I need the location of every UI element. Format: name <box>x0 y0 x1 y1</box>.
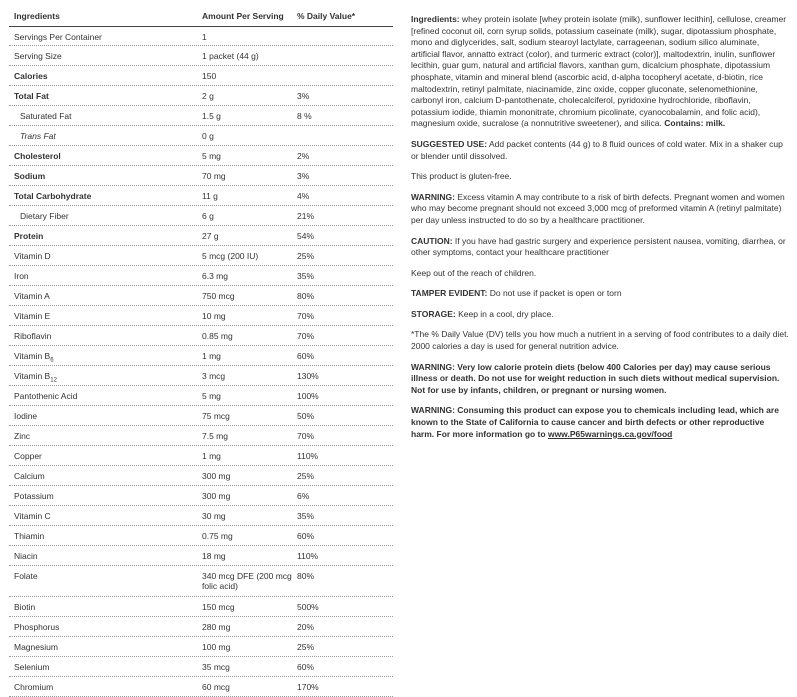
nutrient-name: Vitamin E <box>14 311 51 321</box>
nutrient-amount: 1 <box>202 32 207 42</box>
nutrient-amount: 70 mg <box>202 171 226 181</box>
nutrient-daily-value: 20% <box>297 622 315 632</box>
table-row <box>9 406 393 426</box>
nutrient-amount: 75 mcg <box>202 411 230 421</box>
nutrient-name: Thiamin <box>14 531 45 541</box>
nutrient-name: Niacin <box>14 551 38 561</box>
table-row <box>9 426 393 446</box>
nutrient-amount: 300 mg <box>202 471 231 481</box>
table-row <box>9 526 393 546</box>
nutrient-daily-value: 4% <box>297 191 310 201</box>
nutrient-daily-value: 110% <box>297 551 319 561</box>
nutrient-amount: 11 g <box>202 191 218 201</box>
header-amount: Amount Per Serving <box>202 11 284 21</box>
ingredients-paragraph <box>411 14 789 130</box>
nutrient-name: Phosphorus <box>14 622 60 632</box>
nutrient-name: Vitamin $B_6$ <box>14 351 54 364</box>
warning-label: WARNING: <box>411 191 455 202</box>
nutrient-amount: 150 mcg <box>202 602 235 612</box>
nutrient-daily-value: 3% <box>297 91 310 101</box>
table-row <box>9 66 393 86</box>
nutrient-amount: 5 mcg (200 IU) <box>202 251 259 261</box>
table-row <box>9 86 393 106</box>
table-row <box>9 597 393 617</box>
table-row <box>9 506 393 526</box>
table-row <box>9 286 393 306</box>
nutrient-amount: 750 mcg <box>202 291 235 301</box>
nutrient-daily-value: 70% <box>297 311 315 321</box>
reach-of-children-text: Keep out of the reach of children. <box>411 267 537 278</box>
nutrient-daily-value: 80% <box>297 291 315 301</box>
nutrient-daily-value: 60% <box>297 531 315 541</box>
nutrient-name: Magnesium <box>14 642 58 652</box>
nutrient-name: Total Fat <box>14 91 49 101</box>
nutrient-amount: 0 g <box>202 131 214 141</box>
nutrient-name: Total Carbohydrate <box>14 191 92 201</box>
nutrient-daily-value: 170% <box>297 682 319 692</box>
nutrient-amount: 1 mg <box>202 451 221 461</box>
table-row <box>9 186 393 206</box>
storage-body: Keep in a cool, dry place. <box>455 308 554 319</box>
table-row <box>9 617 393 637</box>
nutrient-name: Sodium <box>14 171 46 181</box>
nutrient-name: Calcium <box>14 471 45 481</box>
nutrient-daily-value: 6% <box>297 491 310 501</box>
nutrient-name: Protein <box>14 231 44 241</box>
nutrient-amount: 6.3 mg <box>202 271 228 281</box>
warning-body: Excess vitamin A may contribute to a risk of birth defects. Pregnant women and women who may become pregnant should not exceed 3,000 mcg of preformed vitamin A (retinyl palmitate) per day unless instructed to do so by a healthcare practitioner. <box>411 191 785 225</box>
label-text <box>411 14 789 449</box>
table-row <box>9 106 393 126</box>
table-row <box>9 306 393 326</box>
nutrient-daily-value: 60% <box>297 351 315 361</box>
nutrient-amount: 10 mg <box>202 311 226 321</box>
nutrient-daily-value: 50% <box>297 411 315 421</box>
p65-link[interactable]: www.P65warnings.ca.gov/food <box>547 428 673 439</box>
nutrient-name: Servings Per Container <box>14 32 102 42</box>
table-row <box>9 566 393 597</box>
tamper-paragraph <box>411 288 789 300</box>
nutrient-amount: 300 mg <box>202 491 231 501</box>
nutrient-name: Vitamin $B_{12}$ <box>14 371 57 384</box>
nutrient-daily-value: 25% <box>297 251 315 261</box>
ingredients-body: whey protein isolate [whey protein isolate (milk), sunflower lecithin], cellulose, creamer [refined coconut oil, corn syrup solids, potassium caseinate (milk), sugar, dipotassium phosphate, mono and diglycerides, salt, sodium stearoyl lactylate, carrageenan, sodium silico aluminate, artificial flavor, annatto extract (color), and turmeric extract (color)], maltodextrin, inulin, sunflower lecithin, guar gum, natural and artificial flavors, xanthan gum, dicalcium phosphate, dipotassium phosphate, vitamin and mineral blend (ascorbic acid, d-alpha tocopheryl acetate, d-biotin, rice maltodextrin, retinyl palmitate, niacinamide, zinc oxide, copper gluconate, selenomethionine, carbonyl iron, calcium D-pantothenate, cholecalciferol, pyridoxine hydrochloride, riboflavin, potassium iodide, thiamin mononitrate, chromium picolinate, cyanocobalamin, and folic acid), magnesium oxide, sucralose (a nonnutritive sweetener), and silica. <box>411 14 787 129</box>
suggested-use-label: SUGGESTED USE: <box>411 138 488 149</box>
table-row <box>9 126 393 146</box>
table-row <box>9 326 393 346</box>
nutrient-amount: 340 mcg DFE (200 mcg folic acid) <box>202 571 292 591</box>
nutrient-amount: 2 g <box>202 91 214 101</box>
nutrient-amount: 6 g <box>202 211 214 221</box>
nutrient-name: Copper <box>14 451 42 461</box>
nutrient-name: Chromium <box>14 682 54 692</box>
table-row <box>9 637 393 657</box>
warning-low-calorie <box>411 362 789 397</box>
table-body <box>9 27 393 697</box>
nutrient-daily-value: 70% <box>297 431 315 441</box>
nutrient-daily-value: 35% <box>297 511 315 521</box>
tamper-label: TAMPER EVIDENT: <box>411 288 488 299</box>
nutrient-daily-value: 110% <box>297 451 319 461</box>
caution-paragraph <box>411 236 789 259</box>
nutrient-amount: 0.75 mg <box>202 531 233 541</box>
nutrient-amount: 100 mg <box>202 642 231 652</box>
warning-vitamin-a <box>411 192 789 227</box>
nutrient-amount: 27 g <box>202 231 219 241</box>
table-row <box>9 366 393 386</box>
table-header <box>9 6 393 27</box>
nutrition-table <box>9 6 393 697</box>
gluten-free-text: This product is gluten-free. <box>411 171 512 182</box>
caution-label: CAUTION: <box>411 235 453 246</box>
nutrient-name: Folate <box>14 571 38 581</box>
nutrient-amount: 5 mg <box>202 391 221 401</box>
caution-body: If you have had gastric surgery and experience persistent nausea, vomiting, diarrhea, or other symptoms, contact your healthcare practitioner <box>411 235 786 258</box>
nutrient-name: Selenium <box>14 662 50 672</box>
nutrient-daily-value: 21% <box>297 211 315 221</box>
table-row <box>9 266 393 286</box>
nutrient-amount: 3 mcg <box>202 371 226 381</box>
nutrient-name: Zinc <box>14 431 31 441</box>
nutrient-name: Calories <box>14 71 48 81</box>
nutrient-amount: 30 mg <box>202 511 226 521</box>
nutrient-daily-value: 100% <box>297 391 319 401</box>
nutrient-amount: 18 mg <box>202 551 226 561</box>
daily-value-note: *The % Daily Value (DV) tells you how much a nutrient in a serving of food contributes to a daily diet. 2000 calories a day is used for general nutrition advice. <box>411 329 789 352</box>
header-ingredients: Ingredients <box>14 11 60 21</box>
ingredients-label: Ingredients: <box>411 14 460 24</box>
nutrient-name: Pantothenic Acid <box>14 391 78 401</box>
contains-text: Contains: milk. <box>664 118 726 129</box>
nutrient-amount: 5 mg <box>202 151 221 161</box>
nutrient-name: Vitamin A <box>14 291 50 301</box>
nutrient-daily-value: 8 % <box>297 111 312 121</box>
nutrient-amount: 1 mg <box>202 351 221 361</box>
table-row <box>9 206 393 226</box>
nutrient-daily-value: 25% <box>297 642 315 652</box>
nutrient-name: Iodine <box>14 411 38 421</box>
nutrient-daily-value: 2% <box>297 151 310 161</box>
header-dv: % Daily Value* <box>297 11 356 21</box>
nutrient-amount: 0.85 mg <box>202 331 233 341</box>
tamper-body: Do not use if packet is open or torn <box>487 288 622 299</box>
nutrient-daily-value: 70% <box>297 331 315 341</box>
nutrient-name: Potassium <box>14 491 54 501</box>
nutrient-name: Iron <box>14 271 29 281</box>
table-row <box>9 677 393 697</box>
nutrient-amount: 35 mcg <box>202 662 230 672</box>
table-row <box>9 486 393 506</box>
nutrient-daily-value: 3% <box>297 171 310 181</box>
warning-body: Consuming this product can expose you to chemicals including lead, which are known to the State of California to cause cancer and birth defects or other reproductive harm. For more information go to <box>411 405 779 439</box>
nutrient-daily-value: 130% <box>297 371 319 381</box>
warning-body: Very low calorie protein diets (below 400 Calories per day) may cause serious illness or death. Do not use for weight reduction in such diets without medical supervision. Not for use by infants, children, or pregnant or nursing women. <box>411 361 780 395</box>
nutrient-daily-value: 25% <box>297 471 315 481</box>
nutrient-amount: 1 packet (44 g) <box>202 51 259 61</box>
suggested-use-paragraph <box>411 139 789 162</box>
nutrient-daily-value: 500% <box>297 602 319 612</box>
suggested-use-body: Add packet contents (44 g) to 8 fluid ounces of cold water. Mix in a shaker cup or blender until dissolved. <box>411 138 783 161</box>
nutrient-daily-value: 60% <box>297 662 315 672</box>
table-row <box>9 386 393 406</box>
nutrient-amount: 60 mcg <box>202 682 230 692</box>
table-row <box>9 466 393 486</box>
table-row <box>9 46 393 66</box>
nutrient-name: Dietary Fiber <box>20 211 69 221</box>
nutrient-name: Vitamin D <box>14 251 51 261</box>
nutrient-name: Riboflavin <box>14 331 52 341</box>
nutrient-name: Vitamin C <box>14 511 51 521</box>
nutrient-amount: 1.5 g <box>202 111 221 121</box>
nutrient-name: Biotin <box>14 602 36 612</box>
nutrient-amount: 280 mg <box>202 622 231 632</box>
warning-label: WARNING: <box>411 405 455 416</box>
warning-label: WARNING: <box>411 361 455 372</box>
warning-prop65 <box>411 405 789 440</box>
nutrient-daily-value: 54% <box>297 231 315 241</box>
table-row <box>9 546 393 566</box>
table-row <box>9 27 393 46</box>
nutrient-name: Saturated Fat <box>20 111 72 121</box>
nutrient-daily-value: 35% <box>297 271 315 281</box>
nutrient-name: Trans Fat <box>20 131 56 141</box>
table-row <box>9 657 393 677</box>
table-row <box>9 246 393 266</box>
nutrient-name: Cholesterol <box>14 151 61 161</box>
storage-paragraph <box>411 309 789 321</box>
table-row <box>9 346 393 366</box>
table-row <box>9 146 393 166</box>
storage-label: STORAGE: <box>411 308 456 319</box>
table-row <box>9 446 393 466</box>
nutrient-amount: 150 <box>202 71 217 81</box>
table-row <box>9 166 393 186</box>
nutrient-daily-value: 80% <box>297 571 315 581</box>
nutrient-amount: 7.5 mg <box>202 431 228 441</box>
table-row <box>9 226 393 246</box>
nutrient-name: Serving Size <box>14 51 62 61</box>
